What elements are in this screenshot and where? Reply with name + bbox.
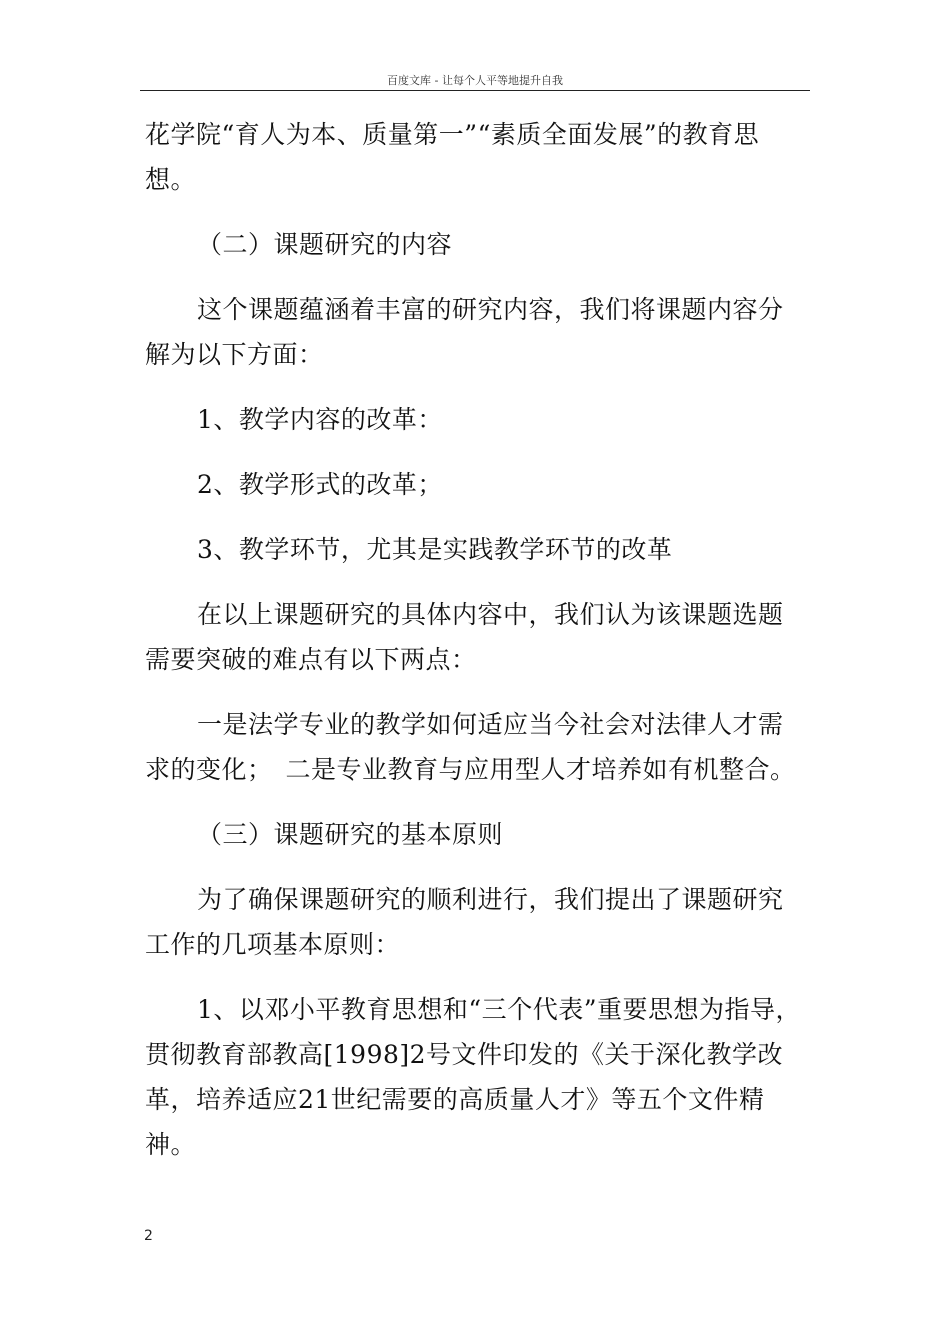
section-heading-2: （二）课题研究的内容 bbox=[197, 230, 453, 259]
header-divider bbox=[140, 90, 810, 91]
section-heading-3: （三）课题研究的基本原则 bbox=[197, 820, 504, 849]
page-number: 2 bbox=[144, 1228, 153, 1244]
document-body bbox=[145, 112, 807, 1187]
paragraph-1: 花学院“育人为本、质量第一”“素质全面发展”的教育思想。 bbox=[145, 120, 760, 194]
paragraph-10: 为了确保课题研究的顺利进行，我们提出了课题研究工作的几项基本原则： bbox=[145, 885, 784, 959]
list-item-2: 2、教学形式的改革； bbox=[197, 470, 443, 499]
principle-item-1: 1、以邓小平教育思想和“三个代表”重要思想为指导，贯彻教育部教高[1998]2号文件印发的《关于深化教学改革，培养适应21世纪需要的高质量人才》等五个文件精神。 bbox=[145, 995, 801, 1159]
paragraph-7: 在以上课题研究的具体内容中，我们认为该课题选题需要突破的难点有以下两点： bbox=[145, 600, 784, 674]
page-header: 百度文库 - 让每个人平等地提升自我 bbox=[387, 74, 563, 87]
paragraph-8: 一是法学专业的教学如何适应当今社会对法律人才需求的变化； 二是专业教育与应用型人才培养如有机整合。 bbox=[145, 710, 796, 784]
list-item-3: 3、教学环节，尤其是实践教学环节的改革 bbox=[197, 535, 673, 564]
paragraph-3: 这个课题蕴涵着丰富的研究内容，我们将课题内容分解为以下方面： bbox=[145, 295, 784, 369]
list-item-1: 1、教学内容的改革： bbox=[197, 405, 443, 434]
